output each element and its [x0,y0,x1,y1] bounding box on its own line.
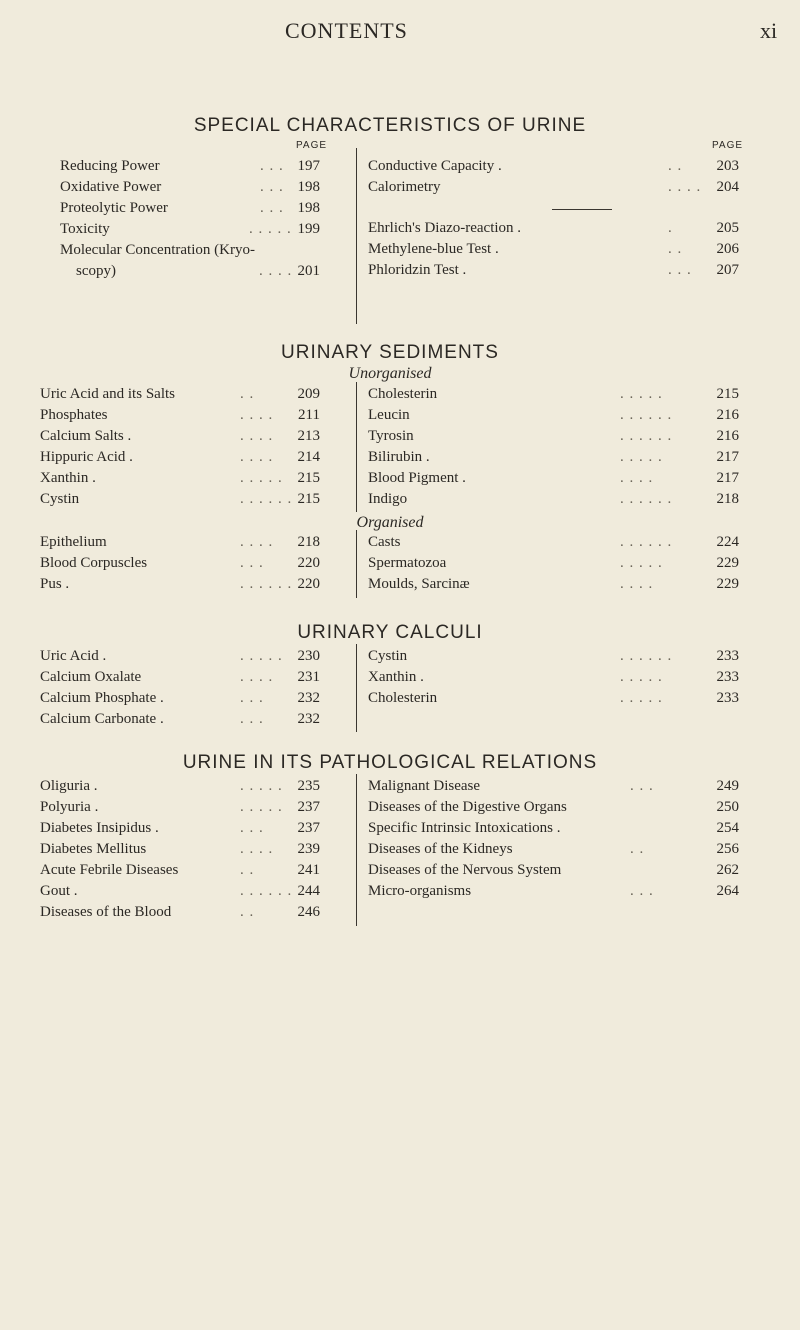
toc-entry-label: Ehrlich's Diazo-reaction . [368,220,522,236]
toc-entry [40,489,320,510]
toc-entry-leader-dots: . . . . [620,576,654,592]
toc-entry-label: Uric Acid . [40,648,107,664]
toc-entry-leader-dots: . . . . . . [240,491,293,507]
toc-entry-label: Diseases of the Blood [40,904,172,920]
special-right-bottom-list [368,218,739,281]
toc-entry [40,574,320,595]
toc-entry-page: 256 [716,841,739,857]
toc-entry-leader-dots: . . . . . [620,669,663,685]
section-title-calculi: URINARY CALCULI [297,622,483,643]
toc-entry-page: 262 [716,862,739,878]
toc-entry-page: 216 [716,428,739,444]
section-title-sediments: URINARY SEDIMENTS [281,342,499,363]
toc-entry-label: Uric Acid and its Salts [40,386,175,402]
toc-entry-leader-dots: . . . [240,820,264,836]
toc-entry [40,667,320,688]
toc-entry [40,881,320,902]
toc-entry-label: Moulds, Sarcinæ [368,576,470,592]
toc-entry-leader-dots: . . . [668,262,692,278]
toc-entry-leader-dots: . . . . . . [240,883,293,899]
toc-entry-label: Methylene-blue Test . [368,241,499,257]
toc-entry-leader-dots: . . . . . [620,555,663,571]
calculi-right-list [368,646,739,709]
toc-entry-label: Blood Corpuscles [40,555,148,571]
toc-entry-leader-dots: . . . [240,555,264,571]
toc-entry-page: 216 [716,407,739,423]
calculi-left-list [40,646,320,730]
toc-entry-page: 229 [716,576,739,592]
toc-entry-page: 235 [297,778,320,794]
organised-right-list [368,532,739,595]
toc-entry [368,776,739,797]
toc-entry-label: Diseases of the Digestive Organs [368,799,567,815]
toc-entry-page: 237 [297,799,320,815]
column-divider [356,774,357,926]
toc-entry [60,177,320,198]
toc-entry-label: Diabetes Insipidus . [40,820,159,836]
toc-entry-leader-dots: . . . . . [620,449,663,465]
toc-entry-leader-dots: . . . . . . [620,534,673,550]
toc-entry-page: 218 [297,534,320,550]
column-divider [356,148,357,324]
section-rule [552,209,612,210]
toc-entry [40,709,320,730]
toc-entry-page: 203 [716,158,739,174]
column-divider [356,644,357,732]
toc-entry-label: Pus . [40,576,70,592]
toc-entry-label: Calcium Phosphate . [40,690,164,706]
toc-entry-page: 232 [297,690,320,706]
toc-entry-leader-dots: . . . . . . [620,428,673,444]
toc-entry [368,405,739,426]
toc-entry-page: 249 [716,778,739,794]
toc-entry [40,646,320,667]
toc-entry-leader-dots: . . . . [240,428,274,444]
toc-entry [40,384,320,405]
page-column-head-left: PAGE [296,140,328,151]
toc-entry-label: Acute Febrile Diseases [40,862,179,878]
toc-entry [368,447,739,468]
toc-entry-label: Diseases of the Kidneys [368,841,513,857]
toc-entry-leader-dots: . . . [260,200,284,216]
toc-entry [368,426,739,447]
toc-entry [40,447,320,468]
pathological-left-list [40,776,320,923]
toc-entry [368,489,739,510]
subhead-unorganised: Unorganised [348,365,432,382]
toc-entry-page: 215 [716,386,739,402]
toc-entry-label: Gout . [40,883,78,899]
toc-entry-leader-dots: . . . . . [240,799,283,815]
toc-entry-page: 233 [716,648,739,664]
toc-entry [60,198,320,219]
unorganised-left-list [40,384,320,510]
toc-entry-label: Conductive Capacity . [368,158,502,174]
toc-entry-page: 217 [716,470,739,486]
toc-entry-label: Xanthin . [40,470,96,486]
toc-entry-page: 264 [716,883,739,899]
special-right-top-list [368,156,739,198]
toc-entry-page: 209 [297,386,320,402]
toc-entry-label: Epithelium [40,534,107,550]
toc-entry-leader-dots: . . [668,158,683,174]
page-folio: xi [760,18,778,43]
toc-entry-page: 207 [716,262,739,278]
toc-entry [60,156,320,177]
toc-entry-page: 201 [297,263,320,279]
toc-entry-page: 218 [716,491,739,507]
toc-entry-label: Spermatozoa [368,555,447,571]
toc-entry [368,532,739,553]
toc-entry [40,776,320,797]
toc-entry-page: 254 [716,820,739,836]
toc-entry-leader-dots: . . . [630,778,654,794]
toc-entry-label: Blood Pigment . [368,470,466,486]
toc-entry [368,646,739,667]
running-head-title: CONTENTS [285,18,408,43]
toc-entry-leader-dots: . . . . . [249,221,292,237]
toc-entry [40,839,320,860]
toc-entry-label: Oliguria . [40,778,98,794]
subhead-organised: Organised [356,514,424,531]
toc-entry-page: 233 [716,690,739,706]
toc-entry [40,797,320,818]
toc-entry-leader-dots: . . . . [620,470,654,486]
toc-entry [368,384,739,405]
toc-entry-page: 229 [716,555,739,571]
toc-entry-leader-dots: . . . . [240,534,274,550]
toc-entry [368,860,739,881]
toc-entry [60,240,320,261]
toc-entry-page: 239 [297,841,320,857]
toc-entry [368,667,739,688]
toc-entry-label: Reducing Power [60,158,160,174]
toc-entry-page: 211 [298,407,320,423]
toc-entry-label: Indigo [368,491,408,507]
toc-entry-label: Cystin [368,648,408,664]
toc-entry-page: 233 [716,669,739,685]
toc-entry-leader-dots: . . . [260,179,284,195]
toc-entry-page: 217 [716,449,739,465]
toc-entry-leader-dots: . . . [240,711,264,727]
toc-entry [40,818,320,839]
toc-entry-leader-dots: . . . [630,883,654,899]
toc-entry-label: Specific Intrinsic Intoxications . [368,820,561,836]
toc-entry-label: Hippuric Acid . [40,449,133,465]
toc-entry-page: 246 [297,904,320,920]
toc-entry-leader-dots: . . . . [240,669,274,685]
toc-entry-page: 224 [716,534,739,550]
toc-entry-page: 231 [297,669,320,685]
toc-entry-label: Molecular Concentration (Kryo- [60,242,255,258]
toc-entry [40,405,320,426]
section-title-special: SPECIAL CHARACTERISTICS OF URINE [193,115,587,136]
toc-entry-label: scopy) [76,263,116,279]
toc-entry-page: 232 [297,711,320,727]
toc-entry [368,797,739,818]
toc-entry [60,219,320,240]
toc-entry-leader-dots: . . . . . [240,648,283,664]
toc-entry-page: 197 [297,158,320,174]
pathological-right-list [368,776,739,902]
toc-entry-leader-dots: . . . . . . [240,576,293,592]
toc-entry-label: Micro-organisms [368,883,472,899]
toc-entry-leader-dots: . . . . . [620,386,663,402]
toc-entry-page: 230 [297,648,320,664]
toc-entry-leader-dots: . . . . . [620,690,663,706]
toc-entry-page: 214 [297,449,320,465]
toc-entry [368,239,739,260]
toc-entry-label: Proteolytic Power [60,200,168,216]
toc-entry-leader-dots: . . . . . . [620,491,673,507]
toc-entry [368,839,739,860]
toc-entry-label: Malignant Disease [368,778,481,794]
toc-entry-label: Oxidative Power [60,179,162,195]
toc-entry-page: 198 [297,179,320,195]
toc-entry-leader-dots: . . . . . [240,778,283,794]
toc-entry-label: Diseases of the Nervous System [368,862,562,878]
toc-entry-leader-dots: . . [240,386,255,402]
toc-entry-page: 215 [297,470,320,486]
toc-entry-page: 250 [716,799,739,815]
toc-entry-page: 237 [297,820,320,836]
toc-entry-label: Cholesterin [368,386,438,402]
toc-entry-page: 204 [716,179,739,195]
toc-entry-label: Leucin [368,407,410,423]
toc-entry-page: 206 [716,241,739,257]
toc-entry-page: 205 [716,220,739,236]
toc-entry-leader-dots: . . . . . [240,470,283,486]
toc-entry-label: Cholesterin [368,690,438,706]
column-divider [356,382,357,512]
special-left-list [60,156,320,282]
toc-entry [368,688,739,709]
toc-entry [40,468,320,489]
toc-entry-leader-dots: . . . [240,690,264,706]
toc-entry-page: 198 [297,200,320,216]
toc-entry-page: 213 [297,428,320,444]
toc-entry-leader-dots: . [668,220,673,236]
toc-entry-page: 199 [297,221,320,237]
toc-entry [60,261,320,282]
toc-entry-label: Xanthin . [368,669,424,685]
toc-entry [368,818,739,839]
organised-left-list [40,532,320,595]
toc-entry-label: Bilirubin . [368,449,430,465]
toc-entry-label: Tyrosin [368,428,414,444]
toc-entry-leader-dots: . . . . . . [620,648,673,664]
toc-entry [368,574,739,595]
toc-entry [40,553,320,574]
toc-entry-label: Diabetes Mellitus [40,841,147,857]
toc-entry [368,260,739,281]
toc-entry [368,218,739,239]
running-head [0,18,800,48]
toc-entry-label: Polyuria . [40,799,99,815]
toc-entry-page: 244 [297,883,320,899]
toc-entry-page: 241 [297,862,320,878]
toc-entry-label: Phosphates [40,407,108,423]
toc-entry [368,468,739,489]
toc-entry-leader-dots: . . [668,241,683,257]
toc-entry-leader-dots: . . . . [240,407,274,423]
toc-entry [368,881,739,902]
toc-entry-page: 215 [297,491,320,507]
toc-entry-leader-dots: . . [240,862,255,878]
toc-entry [40,532,320,553]
toc-entry-leader-dots: . . . . . . [620,407,673,423]
toc-entry-label: Calcium Carbonate . [40,711,164,727]
toc-entry-label: Cystin [40,491,80,507]
toc-entry-leader-dots: . . [630,841,645,857]
toc-entry-page: 220 [297,576,320,592]
toc-entry [40,426,320,447]
toc-entry-leader-dots: . . [240,904,255,920]
toc-entry [40,688,320,709]
toc-entry [40,860,320,881]
toc-entry-label: Calcium Salts . [40,428,132,444]
toc-entry-leader-dots: . . . . [240,449,274,465]
toc-entry-leader-dots: . . . . [259,263,293,279]
toc-entry [40,902,320,923]
column-divider [356,530,357,598]
unorganised-right-list [368,384,739,510]
toc-entry-leader-dots: . . . [260,158,284,174]
toc-entry [368,156,739,177]
toc-entry-label: Casts [368,534,401,550]
toc-entry [368,553,739,574]
section-title-pathological: URINE IN ITS PATHOLOGICAL RELATIONS [182,752,598,773]
toc-entry-label: Calorimetry [368,179,441,195]
toc-entry-page: 220 [297,555,320,571]
toc-entry-label: Toxicity [60,221,110,237]
toc-entry-label: Phloridzin Test . [368,262,467,278]
toc-entry [368,177,739,198]
toc-entry-leader-dots: . . . . [240,841,274,857]
toc-entry-label: Calcium Oxalate [40,669,142,685]
toc-entry-leader-dots: . . . . [668,179,702,195]
page-column-head-right: PAGE [712,140,744,151]
